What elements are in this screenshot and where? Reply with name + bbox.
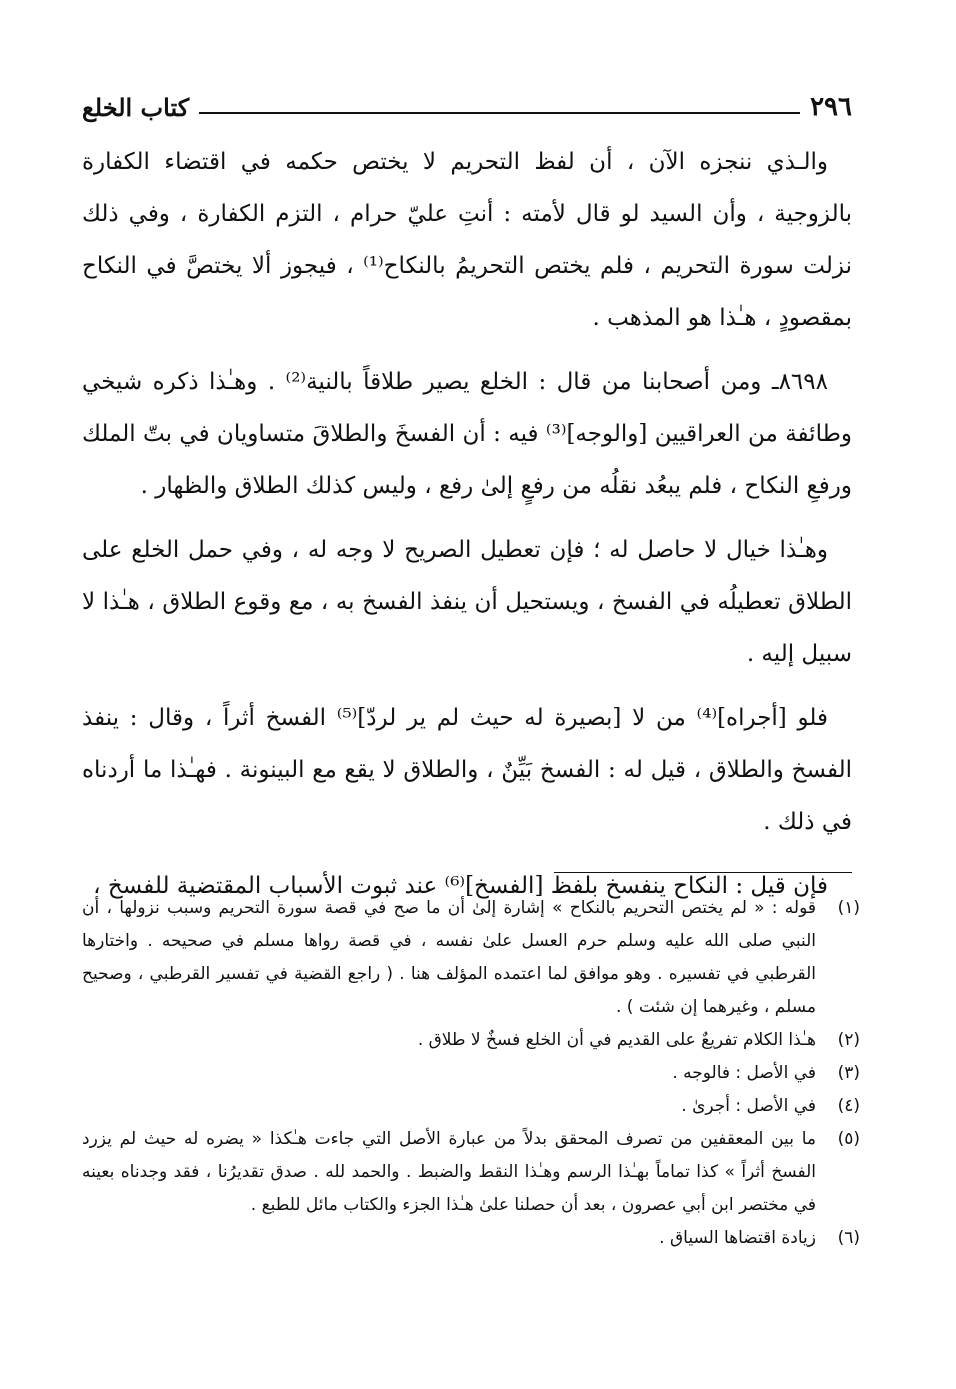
footnotes (82, 892, 860, 1255)
footnote-text: في الأصل : أجرىٰ . (681, 1096, 816, 1116)
book-title: كتاب الخلع (82, 93, 190, 122)
page-number: ٢٩٦ (810, 92, 852, 122)
paragraph: فلو [أجراه]⁽⁴⁾ من لا [بصيرة له حيث لم ير لردّ]⁽⁵⁾ الفسخ أثراً ، وقال : ينفذ الفسخ والطلاق ، قيل له : الفسخ بَيِّنٌ ، والطلاق لا يقع مع البينونة . فهـٰذا ما أردناه في ذلك . (82, 705, 852, 835)
footnote (82, 1090, 860, 1123)
footnote-number: (٦) (837, 1228, 860, 1248)
footnote-number: (١) (837, 898, 860, 918)
footnote-number: (٢) (837, 1030, 860, 1050)
footnote-number: (٥) (837, 1129, 860, 1149)
main-text (82, 136, 852, 924)
header-rule (199, 112, 800, 114)
footnote-number: (٣) (837, 1063, 860, 1083)
footnote-text: في الأصل : فالوجه . (672, 1063, 816, 1083)
footnote (82, 1123, 860, 1222)
footnote-text: زيادة اقتضاها السياق . (659, 1228, 816, 1248)
paragraph: ٨٦٩٨ـ ومن أصحابنا من قال : الخلع يصير طلاقاً بالنية⁽²⁾ . وهـٰذا ذكره شيخي وطائفة من العراقيين [والوجه]⁽³⁾ فيه : أن الفسخَ والطلاقَ متساويان في بتّ الملك ورفعِ النكاح ، فلم يبعُد نقلُه من رفعٍ إلىٰ رفع ، وليس كذلك الطلاق والظهار . (82, 369, 852, 499)
footnote-separator (554, 872, 852, 873)
page-header (82, 80, 852, 120)
paragraph: فإن قيل : النكاح ينفسخ بلفظ [الفسخ]⁽⁶⁾ عند ثبوت الأسباب المقتضية للفسخ ، (93, 873, 828, 899)
footnote (82, 1057, 860, 1090)
footnote (82, 892, 860, 1024)
paragraph: وهـٰذا خيال لا حاصل له ؛ فإن تعطيل الصريح لا وجه له ، وفي حمل الخلع على الطلاق تعطيلُه في الفسخ ، ويستحيل أن ينفذ الفسخ به ، مع وقوع الطلاق ، هـٰذا لا سبيل إليه . (82, 537, 852, 667)
footnote-number: (٤) (837, 1096, 860, 1116)
footnote-text: هـٰذا الكلام تفريعٌ على القديم في أن الخلع فسخٌ لا طلاق . (417, 1030, 816, 1050)
footnote (82, 1222, 860, 1255)
footnote-text: قوله : « لم يختص التحريم بالنكاح » إشارة إلىٰ أن ما صح في قصة سورة التحريم وسبب نزولها ، أن النبي صلى الله عليه وسلم حرم العسل علىٰ نفسه ، في قصة رواها مسلم في صحيحه . واختارها القرطبي في تفسيره . وهو موافق لما اعتمده المؤلف هنا . ( راجع القضية في تفسير القرطبي ، وصحيح مسلم ، وغيرهما إن شئت ) . (82, 898, 816, 1017)
paragraph: والـذي ننجزه الآن ، أن لفظ التحريم لا يختص حكمه في اقتضاء الكفارة بالزوجية ، وأن السيد لو قال لأمته : أنتِ عليّ حرام ، التزم الكفارة ، وفي ذلك نزلت سورة التحريم ، فلم يختص التحريمُ بالنكاح⁽¹⁾ ، فيجوز ألا يختصَّ في النكاح بمقصودٍ ، هـٰذا هو المذهب . (82, 149, 852, 331)
footnote (82, 1024, 860, 1057)
footnote-text: ما بين المعقفين من تصرف المحقق بدلاً من عبارة الأصل التي جاءت هـٰكذا « يضره له حيث لم يزرد الفسخ أثراً » كذا تماماً بهـٰذا الرسم وهـٰذا النقط والضبط . والحمد لله . صدق تقديرُنا ، فقد وجدناه بعينه في مختصر ابن أبي عصرون ، بعد أن حصلنا علىٰ هـٰذا الجزء والكتاب مائل للطبع . (82, 1129, 816, 1215)
